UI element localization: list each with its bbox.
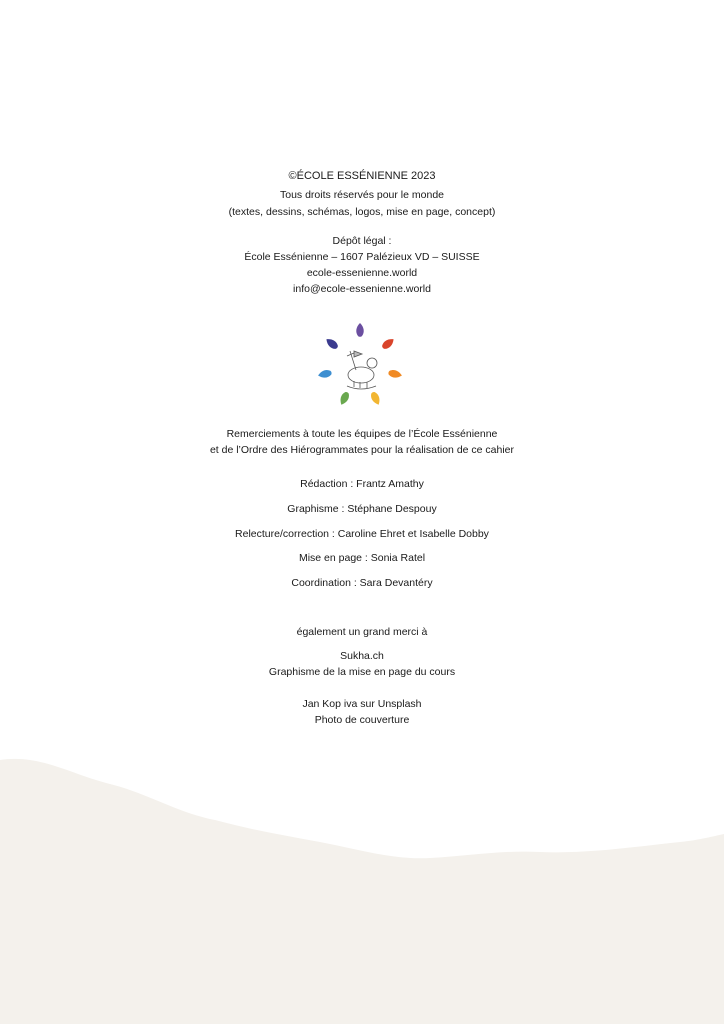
flame-icon (356, 323, 363, 337)
depot-heading: Dépôt légal : (332, 235, 392, 247)
thanks-line-2: et de l’Ordre des Hiérogrammates pour la réalisation de ce cahier (209, 444, 515, 456)
credit-coordination: Coordination : Sara Devantéry (291, 577, 433, 589)
credit-mise-en-page: Mise en page : Sonia Ratel (298, 552, 426, 564)
photo-role: Photo de couverture (314, 714, 410, 726)
flame-icon (380, 336, 395, 350)
lamb-icon (347, 351, 377, 389)
sukha-link[interactable]: Sukha.ch (340, 650, 384, 662)
email-link[interactable]: info@ecole-essenienne.world (293, 283, 431, 295)
sukha-role: Graphisme de la mise en page du cours (268, 666, 456, 678)
website-link[interactable]: ecole-essenienne.world (306, 267, 418, 279)
credit-redaction: Rédaction : Frantz Amathy (300, 478, 424, 490)
flame-icon (369, 391, 382, 407)
copyright-title: ©ÉCOLE ESSÉNIENNE 2023 (288, 170, 436, 182)
flame-circle-lamb-icon (310, 318, 410, 414)
flame-icon (338, 391, 351, 407)
extra-thanks-intro: également un grand merci à (296, 626, 428, 638)
flame-icon (388, 369, 403, 379)
rights-text: Tous droits réservés pour le monde (280, 189, 444, 201)
flame-icon (317, 369, 332, 379)
thanks-line-1: Remerciements à toute les équipes de l’École Essénienne (226, 428, 498, 440)
flame-icon (324, 336, 339, 350)
decorative-ground (0, 740, 724, 1024)
photo-credit: Jan Kop iva sur Unsplash (302, 698, 422, 710)
credit-graphisme: Graphisme : Stéphane Despouy (287, 503, 437, 515)
depot-address: École Essénienne – 1607 Palézieux VD – SUISSE (244, 251, 480, 263)
credit-relecture: Relecture/correction : Caroline Ehret et Isabelle Dobby (235, 528, 489, 540)
rights-scope: (textes, dessins, schémas, logos, mise en page, concept) (228, 206, 496, 218)
